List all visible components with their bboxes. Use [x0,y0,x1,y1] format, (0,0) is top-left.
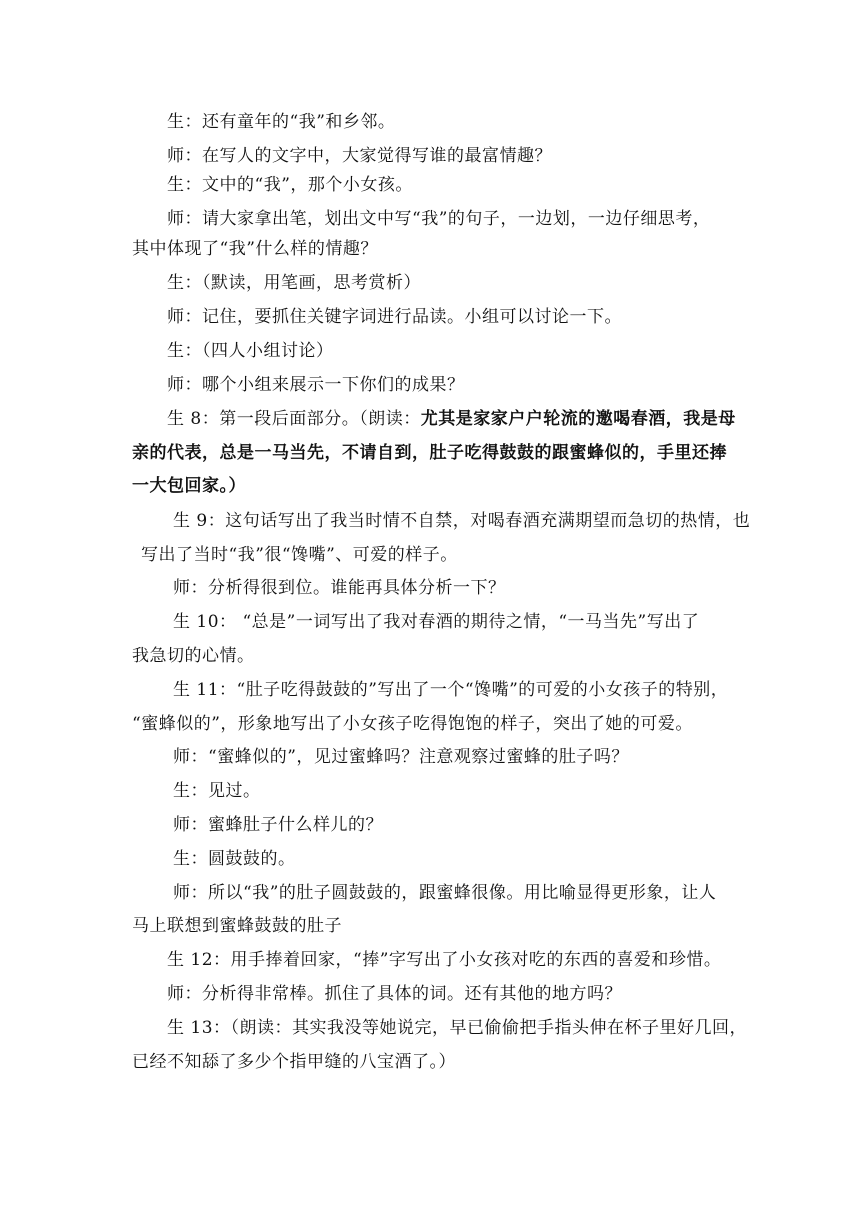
dialogue-line-17: 生：圆鼓鼓的。 [173,849,296,869]
dialogue-line-10: 生 9：这句话写出了我当时情不自禁，对喝春酒充满期望而急切的热情，也 [173,511,751,531]
quoted-reading: 尤其是家家户户轮流的邀喝春酒，我是母 [420,409,736,429]
dialogue-line-6: 师：记住，要抓住关键字词进行品读。小组可以讨论一下。 [167,307,622,327]
dialogue-line-10-continued: 写出了当时“我”很“馋嘴”、可爱的样子。 [141,545,458,565]
speaker-text: 生 8：第一段后面部分。（朗读： [167,409,421,429]
dialogue-line-19: 生 12：用手捧着回家，“捧”字写出了小女孩对吃的东西的喜爱和珍惜。 [167,950,722,970]
dialogue-line-2: 师：在写人的文字中，大家觉得写谁的最富情趣？ [167,146,552,166]
dialogue-line-16: 师：蜜蜂肚子什么样儿的？ [173,815,383,835]
dialogue-line-21-continued: 已经不知舔了多少个指甲缝的八宝酒了。） [132,1052,456,1072]
dialogue-line-13-continued: “蜜蜂似的”，形象地写出了小女孩子吃得饱饱的样子，突出了她的可爱。 [132,714,693,734]
dialogue-line-4: 师：请大家拿出笔，划出文中写“我”的句子，一边划，一边仔细思考， [167,209,711,229]
dialogue-line-20: 师：分析得非常棒。抓住了具体的词。还有其他的地方吗？ [167,984,622,1004]
dialogue-line-18: 师：所以“我”的肚子圆鼓鼓的，跟蜜蜂很像。用比喻显得更形象，让人 [173,883,717,903]
dialogue-line-7: 生：（四人小组讨论） [167,341,334,361]
dialogue-line-13: 生 11：“肚子吃得鼓鼓的”写出了一个“馋嘴”的可爱的小女孩子的特别， [173,680,729,700]
quoted-reading-line-2: 亲的代表，总是一马当先，不请自到，肚子吃得鼓鼓的跟蜜蜂似的，手里还捧 [132,443,727,463]
dialogue-line-18-continued: 马上联想到蜜蜂鼓鼓的肚子 [132,916,342,936]
dialogue-line-12-continued: 我急切的心情。 [132,646,255,666]
dialogue-line-1: 生：还有童年的“我”和乡邻。 [167,112,396,132]
dialogue-line-12: 生 10： “总是”一词写出了我对春酒的期待之情，“一马当先”写出了 [173,612,700,632]
dialogue-line-3: 生：文中的“我”，那个小女孩。 [167,175,413,195]
dialogue-line-5: 生：（默读，用笔画，思考赏析） [167,273,421,293]
dialogue-line-9 [167,409,736,429]
dialogue-line-21: 生 13：（朗读：其实我没等她说完，早已偷偷把手指头伸在杯子里好几回， [167,1018,748,1038]
quoted-reading-line-3: 一大包回家。） [132,476,246,496]
dialogue-line-14: 师：“蜜蜂似的”，见过蜜蜂吗？注意观察过蜜蜂的肚子吗？ [173,747,629,767]
dialogue-line-15: 生：见过。 [173,781,261,801]
dialogue-line-8: 师：哪个小组来展示一下你们的成果？ [167,375,465,395]
dialogue-line-4-continued: 其中体现了“我”什么样的情趣？ [132,239,378,259]
dialogue-line-11: 师：分析得很到位。谁能再具体分析一下？ [173,578,506,598]
